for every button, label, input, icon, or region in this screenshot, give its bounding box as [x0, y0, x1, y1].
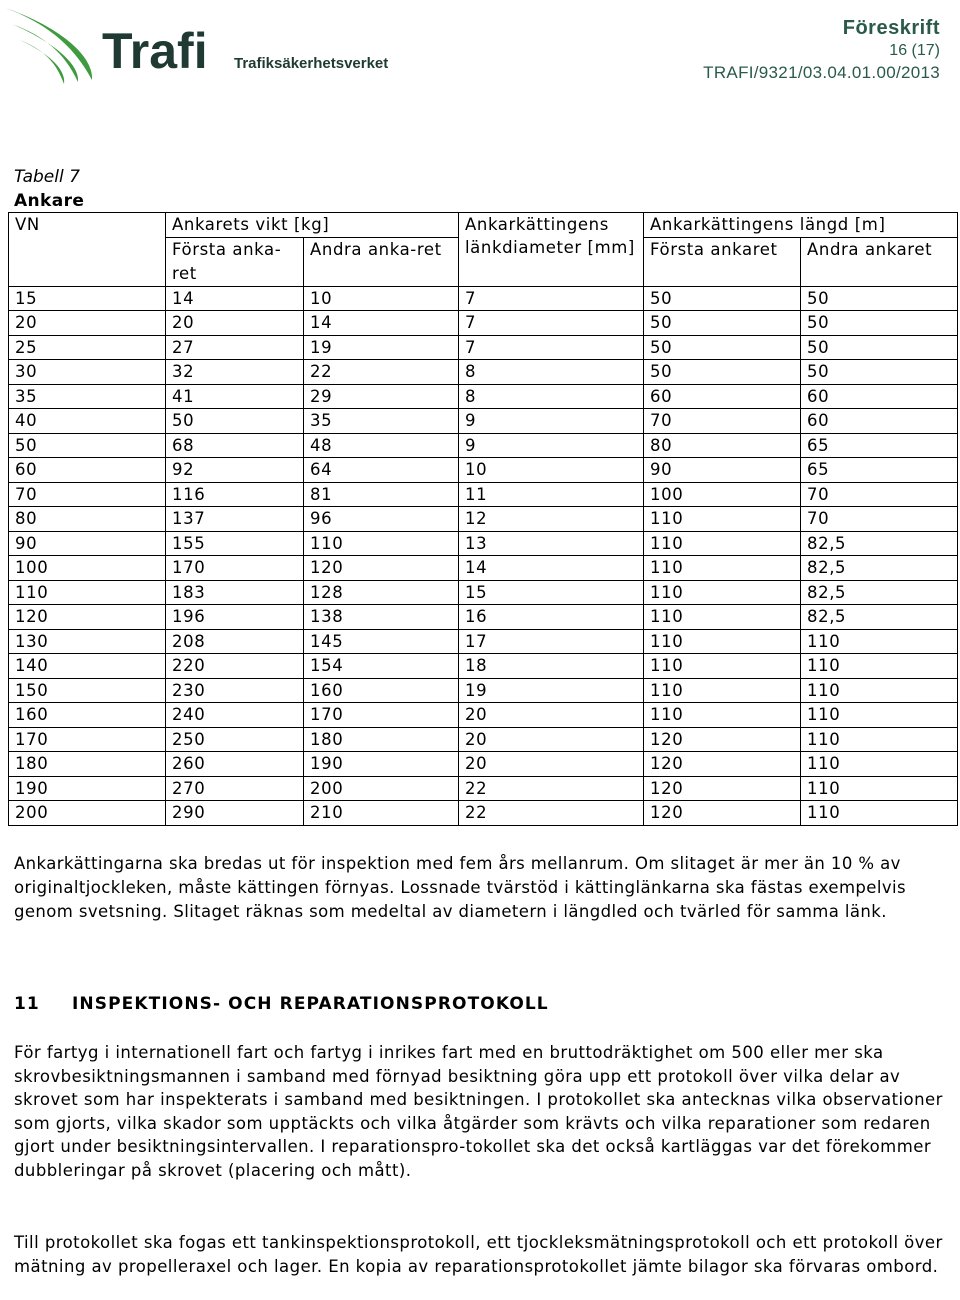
table-cell: 170	[166, 556, 304, 581]
header-weight-group: Ankarets vikt [kg]	[166, 213, 459, 238]
document-type: Föreskrift	[842, 17, 940, 39]
table-cell: 180	[9, 752, 166, 777]
table-cell: 20	[9, 311, 166, 336]
table-cell: 110	[801, 654, 958, 679]
table-cell: 290	[166, 801, 304, 826]
section-paragraph-2: Till protokollet ska fogas ett tankinspektionsprotokoll, ett tjockleksmätningsprotokoll och ett protokoll över mätning av propelleraxel och lager. En kopia av reparationsprotokollet jämte bilagor ska förvaras ombord.	[14, 1233, 943, 1276]
table-cell: 110	[644, 629, 801, 654]
table-cell: 70	[9, 482, 166, 507]
table-cell: 14	[459, 556, 644, 581]
table-cell: 120	[644, 752, 801, 777]
table-cell: 110	[801, 629, 958, 654]
table-cell: 120	[644, 776, 801, 801]
header-vn: VN	[9, 213, 166, 287]
logo-wordmark: Trafi	[102, 23, 208, 79]
table-cell: 120	[644, 801, 801, 826]
document-meta	[703, 16, 940, 84]
table-cell: 155	[166, 531, 304, 556]
table-cell: 16	[459, 605, 644, 630]
table-cell: 15	[459, 580, 644, 605]
table-cell: 183	[166, 580, 304, 605]
table-cell: 7	[459, 335, 644, 360]
table-cell: 7	[459, 311, 644, 336]
table-cell: 20	[459, 752, 644, 777]
table-cell: 15	[9, 286, 166, 311]
table-row	[9, 286, 958, 311]
table-cell: 110	[801, 776, 958, 801]
table-row	[9, 409, 958, 434]
table-cell: 32	[166, 360, 304, 385]
section-number: 11	[14, 994, 40, 1014]
table-cell: 170	[9, 727, 166, 752]
section-heading	[14, 994, 549, 1014]
table-cell: 110	[801, 752, 958, 777]
table-cell: 150	[9, 678, 166, 703]
table-row	[9, 384, 958, 409]
table-cell: 100	[644, 482, 801, 507]
table-cell: 70	[644, 409, 801, 434]
table-row	[9, 678, 958, 703]
table-cell: 13	[459, 531, 644, 556]
table-cell: 50	[644, 311, 801, 336]
table-cell: 22	[459, 801, 644, 826]
table-cell: 120	[9, 605, 166, 630]
table-cell: 180	[304, 727, 459, 752]
table-cell: 14	[304, 311, 459, 336]
header-length-second: Andra ankaret	[801, 237, 958, 286]
table-cell: 110	[644, 605, 801, 630]
table-cell: 110	[644, 703, 801, 728]
table-cell: 25	[9, 335, 166, 360]
table-cell: 140	[9, 654, 166, 679]
table-row	[9, 801, 958, 826]
table-cell: 35	[9, 384, 166, 409]
table-cell: 20	[459, 703, 644, 728]
table-cell: 50	[801, 335, 958, 360]
table-cell: 100	[9, 556, 166, 581]
table-row	[9, 531, 958, 556]
table-cell: 110	[801, 727, 958, 752]
table-cell: 27	[166, 335, 304, 360]
table-cell: 138	[304, 605, 459, 630]
table-cell: 35	[304, 409, 459, 434]
table-cell: 110	[644, 507, 801, 532]
header-length-group: Ankarkättingens längd [m]	[644, 213, 958, 238]
table-cell: 110	[644, 556, 801, 581]
table-cell: 50	[801, 311, 958, 336]
table-cell: 14	[166, 286, 304, 311]
table-cell: 210	[304, 801, 459, 826]
table-cell: 60	[801, 409, 958, 434]
table-row	[9, 654, 958, 679]
table-cell: 22	[459, 776, 644, 801]
table-cell: 50	[801, 360, 958, 385]
table-cell: 8	[459, 360, 644, 385]
table-cell: 82,5	[801, 580, 958, 605]
header-weight-first: Första anka-ret	[166, 237, 304, 286]
table-cell: 29	[304, 384, 459, 409]
table-cell: 18	[459, 654, 644, 679]
trafi-logo	[2, 2, 392, 92]
table-cell: 130	[9, 629, 166, 654]
table-cell: 7	[459, 286, 644, 311]
table-cell: 160	[9, 703, 166, 728]
inspection-note: Ankarkättingarna ska bredas ut för inspektion med fem års mellanrum. Om slitaget är mer än 10 % av originaltjockleken, måste kättingen förnyas. Lossnade tvärstöd i kättinglänkarna ska fästas exempelvis genom svetsning. Slitaget räknas som medeltal av diametern i längdled och tvärled för samma länk.	[14, 854, 906, 921]
document-reference: TRAFI/9321/03.04.01.00/2013	[703, 63, 940, 82]
table-caption	[14, 165, 84, 213]
table-cell: 154	[304, 654, 459, 679]
table-row	[9, 752, 958, 777]
table-cell: 60	[9, 458, 166, 483]
table-row	[9, 311, 958, 336]
page-header	[0, 0, 960, 100]
table-cell: 145	[304, 629, 459, 654]
table-cell: 170	[304, 703, 459, 728]
table-row	[9, 433, 958, 458]
table-cell: 10	[304, 286, 459, 311]
table-cell: 81	[304, 482, 459, 507]
table-row	[9, 703, 958, 728]
table-cell: 230	[166, 678, 304, 703]
table-cell: 68	[166, 433, 304, 458]
table-cell: 120	[644, 727, 801, 752]
table-cell: 65	[801, 433, 958, 458]
table-cell: 41	[166, 384, 304, 409]
table-cell: 60	[644, 384, 801, 409]
table-cell: 12	[459, 507, 644, 532]
table-subject: Ankare	[14, 191, 85, 211]
table-cell: 96	[304, 507, 459, 532]
table-cell: 208	[166, 629, 304, 654]
table-cell: 50	[644, 335, 801, 360]
table-row	[9, 605, 958, 630]
table-cell: 22	[304, 360, 459, 385]
header-length-first: Första ankaret	[644, 237, 801, 286]
table-cell: 8	[459, 384, 644, 409]
table-cell: 17	[459, 629, 644, 654]
table-cell: 128	[304, 580, 459, 605]
table-cell: 110	[644, 678, 801, 703]
table-cell: 196	[166, 605, 304, 630]
table-cell: 90	[644, 458, 801, 483]
table-cell: 110	[801, 678, 958, 703]
table-cell: 50	[9, 433, 166, 458]
table-cell: 250	[166, 727, 304, 752]
table-cell: 90	[9, 531, 166, 556]
table-row	[9, 580, 958, 605]
table-cell: 20	[166, 311, 304, 336]
table-row	[9, 360, 958, 385]
table-row	[9, 482, 958, 507]
table-cell: 82,5	[801, 605, 958, 630]
table-row	[9, 335, 958, 360]
table-row	[9, 776, 958, 801]
logo-subtitle: Trafiksäkerhetsverket	[234, 55, 389, 72]
table-cell: 9	[459, 433, 644, 458]
section-title-text: INSPEKTIONS- OCH REPARATIONSPROTOKOLL	[72, 994, 549, 1014]
table-cell: 110	[801, 703, 958, 728]
table-cell: 48	[304, 433, 459, 458]
table-cell: 110	[801, 801, 958, 826]
page-number: 16 (17)	[889, 42, 940, 59]
table-cell: 260	[166, 752, 304, 777]
table-cell: 116	[166, 482, 304, 507]
table-cell: 60	[801, 384, 958, 409]
table-cell: 92	[166, 458, 304, 483]
table-cell: 80	[9, 507, 166, 532]
table-cell: 30	[9, 360, 166, 385]
table-cell: 50	[166, 409, 304, 434]
table-cell: 10	[459, 458, 644, 483]
section-paragraph-1: För fartyg i internationell fart och fartyg i inrikes fart med en bruttodräktighet om 500 eller mer ska skrovbesiktningsmannen i samband med förnyad besiktning göra upp ett protokoll över vilka delar av skrovet som har inspekterats i samband med besiktningen. I protokollet ska antecknas vilka observationer som gjorts, vilka skador som upptäckts och vilka åtgärder som krävts och vilka reparationer som redaren gjort under besiktningsintervallen. I reparationspro-tokollet ska det också kartläggas var det förekommer dubbleringar på skrovet (placering och mått).	[14, 1043, 943, 1180]
table-cell: 80	[644, 433, 801, 458]
table-cell: 200	[304, 776, 459, 801]
table-cell: 50	[644, 360, 801, 385]
table-number: Tabell 7	[14, 167, 80, 187]
table-row	[9, 458, 958, 483]
table-cell: 70	[801, 507, 958, 532]
table-cell: 160	[304, 678, 459, 703]
header-chain-diameter: Ankarkättingens länkdiameter [mm]	[459, 213, 644, 287]
table-cell: 64	[304, 458, 459, 483]
table-cell: 190	[9, 776, 166, 801]
table-row	[9, 629, 958, 654]
table-cell: 110	[644, 531, 801, 556]
table-cell: 82,5	[801, 531, 958, 556]
table-row	[9, 556, 958, 581]
trafi-logo-mark	[2, 2, 392, 92]
table-cell: 40	[9, 409, 166, 434]
table-cell: 220	[166, 654, 304, 679]
anchor-table	[8, 212, 958, 826]
table-cell: 65	[801, 458, 958, 483]
table-cell: 19	[459, 678, 644, 703]
table-cell: 110	[304, 531, 459, 556]
table-cell: 190	[304, 752, 459, 777]
table-cell: 270	[166, 776, 304, 801]
table-cell: 20	[459, 727, 644, 752]
table-cell: 110	[9, 580, 166, 605]
table-cell: 70	[801, 482, 958, 507]
table-cell: 110	[644, 654, 801, 679]
table-cell: 50	[801, 286, 958, 311]
table-cell: 82,5	[801, 556, 958, 581]
table-cell: 200	[9, 801, 166, 826]
table-cell: 11	[459, 482, 644, 507]
table-cell: 19	[304, 335, 459, 360]
table-cell: 50	[644, 286, 801, 311]
table-header-row	[9, 213, 958, 238]
table-cell: 110	[644, 580, 801, 605]
table-cell: 240	[166, 703, 304, 728]
table-cell: 120	[304, 556, 459, 581]
header-weight-second: Andra anka-ret	[304, 237, 459, 286]
table-row	[9, 507, 958, 532]
table-cell: 137	[166, 507, 304, 532]
table-cell: 9	[459, 409, 644, 434]
table-row	[9, 727, 958, 752]
